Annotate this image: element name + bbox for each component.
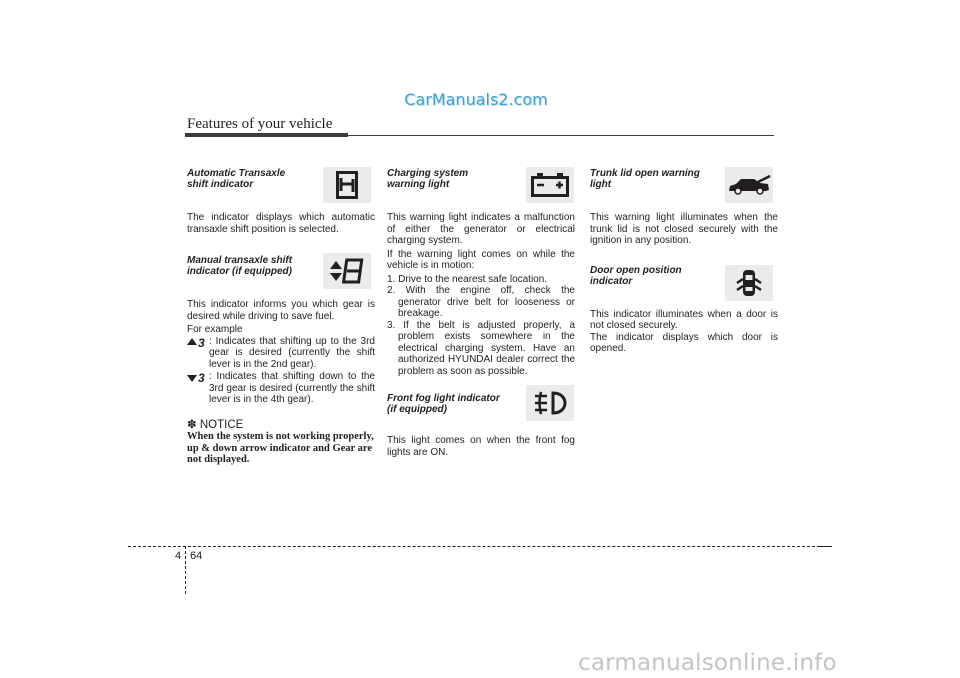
heading-manual-transaxle: Manual transaxle shift indicator (if equipped): [187, 255, 293, 277]
header-rule: [348, 135, 774, 136]
example-shift-down: [187, 371, 375, 406]
battery-icon: [526, 167, 574, 203]
shift-down-3-icon: [187, 371, 207, 387]
list-item: 1. Drive to the nearest safe location.: [387, 273, 548, 285]
trunk-open-icon: [725, 167, 773, 203]
automatic-transaxle-shift-icon: [323, 167, 371, 203]
footer-divider: [185, 546, 186, 594]
shift-down-digit: 3: [198, 371, 205, 383]
example-shift-up: [187, 336, 375, 371]
manual-shift-indicator-icon: [323, 253, 371, 289]
example-label: For example: [187, 324, 243, 335]
watermark: CarManuals2.com: [404, 90, 548, 109]
heading-automatic-transaxle: Automatic Transaxle shift indicator: [187, 168, 286, 190]
charging-text-2: If the warning light comes on while the vehicle is in motion:: [387, 248, 575, 271]
footer-rule-end: [818, 546, 832, 547]
automatic-transaxle-text: The indicator displays which automatic transaxle shift position is selected.: [187, 212, 375, 235]
shift-down-text: : Indicates that shifting down to the 3rd gear is desired (currently the shift lever is in the 4th gear).: [209, 371, 375, 405]
shift-up-3-icon: [187, 336, 207, 352]
notice-label: NOTICE: [199, 418, 244, 431]
door-open-text-1: This indicator illuminates when a door is not closed securely.: [590, 308, 778, 331]
heading-front-fog: Front fog light indicator (if equipped): [387, 393, 500, 415]
chapter-number: 4: [175, 550, 182, 562]
list-item: 3. If the belt is adjusted properly, a problem exists somewhere in the electrical charging system. Have an authorized HYUNDAI dealer correct the problem as soon as possible.: [387, 319, 575, 377]
heading-trunk-lid: Trunk lid open warning light: [590, 168, 700, 190]
header-bar: [185, 133, 348, 137]
charging-text-1: This warning light indicates a malfunction of either the generator or electrical charging system.: [387, 212, 575, 246]
front-fog-text: This light comes on when the front fog lights are ON.: [387, 435, 575, 458]
site-watermark: carmanualsonline.info: [578, 650, 837, 676]
notice-symbol: ✽: [187, 418, 197, 431]
notice-title: [187, 420, 375, 432]
heading-charging-system: Charging system warning light: [387, 168, 469, 190]
shift-up-text: : Indicates that shifting up to the 3rd gear is desired (currently the shift lever is in the 2nd gear).: [209, 335, 375, 370]
notice-text: When the system is not working properly, up & down arrow indicator and Gear are not displayed.: [187, 431, 374, 465]
manual-transaxle-text: This indicator informs you which gear is desired while driving to save fuel.: [187, 299, 375, 322]
notice-block: [187, 420, 375, 466]
door-open-text-2: The indicator displays which door is opened.: [590, 331, 778, 354]
front-fog-light-icon: [526, 385, 574, 421]
column-1: [187, 168, 375, 466]
heading-door-open: Door open position indicator: [590, 264, 682, 287]
list-item: 2. With the engine off, check the generator drive belt for looseness or breakage.: [387, 285, 575, 319]
section-header: Features of your vehicle: [187, 116, 333, 132]
page-number: 64: [190, 550, 203, 562]
shift-up-digit: 3: [198, 335, 205, 348]
door-open-icon: [725, 265, 773, 301]
trunk-lid-text: This warning light illuminates when the trunk lid is not closed securely with the ignition in any position.: [590, 212, 778, 246]
charging-steps: [387, 274, 575, 378]
footer-rule: [128, 546, 820, 547]
